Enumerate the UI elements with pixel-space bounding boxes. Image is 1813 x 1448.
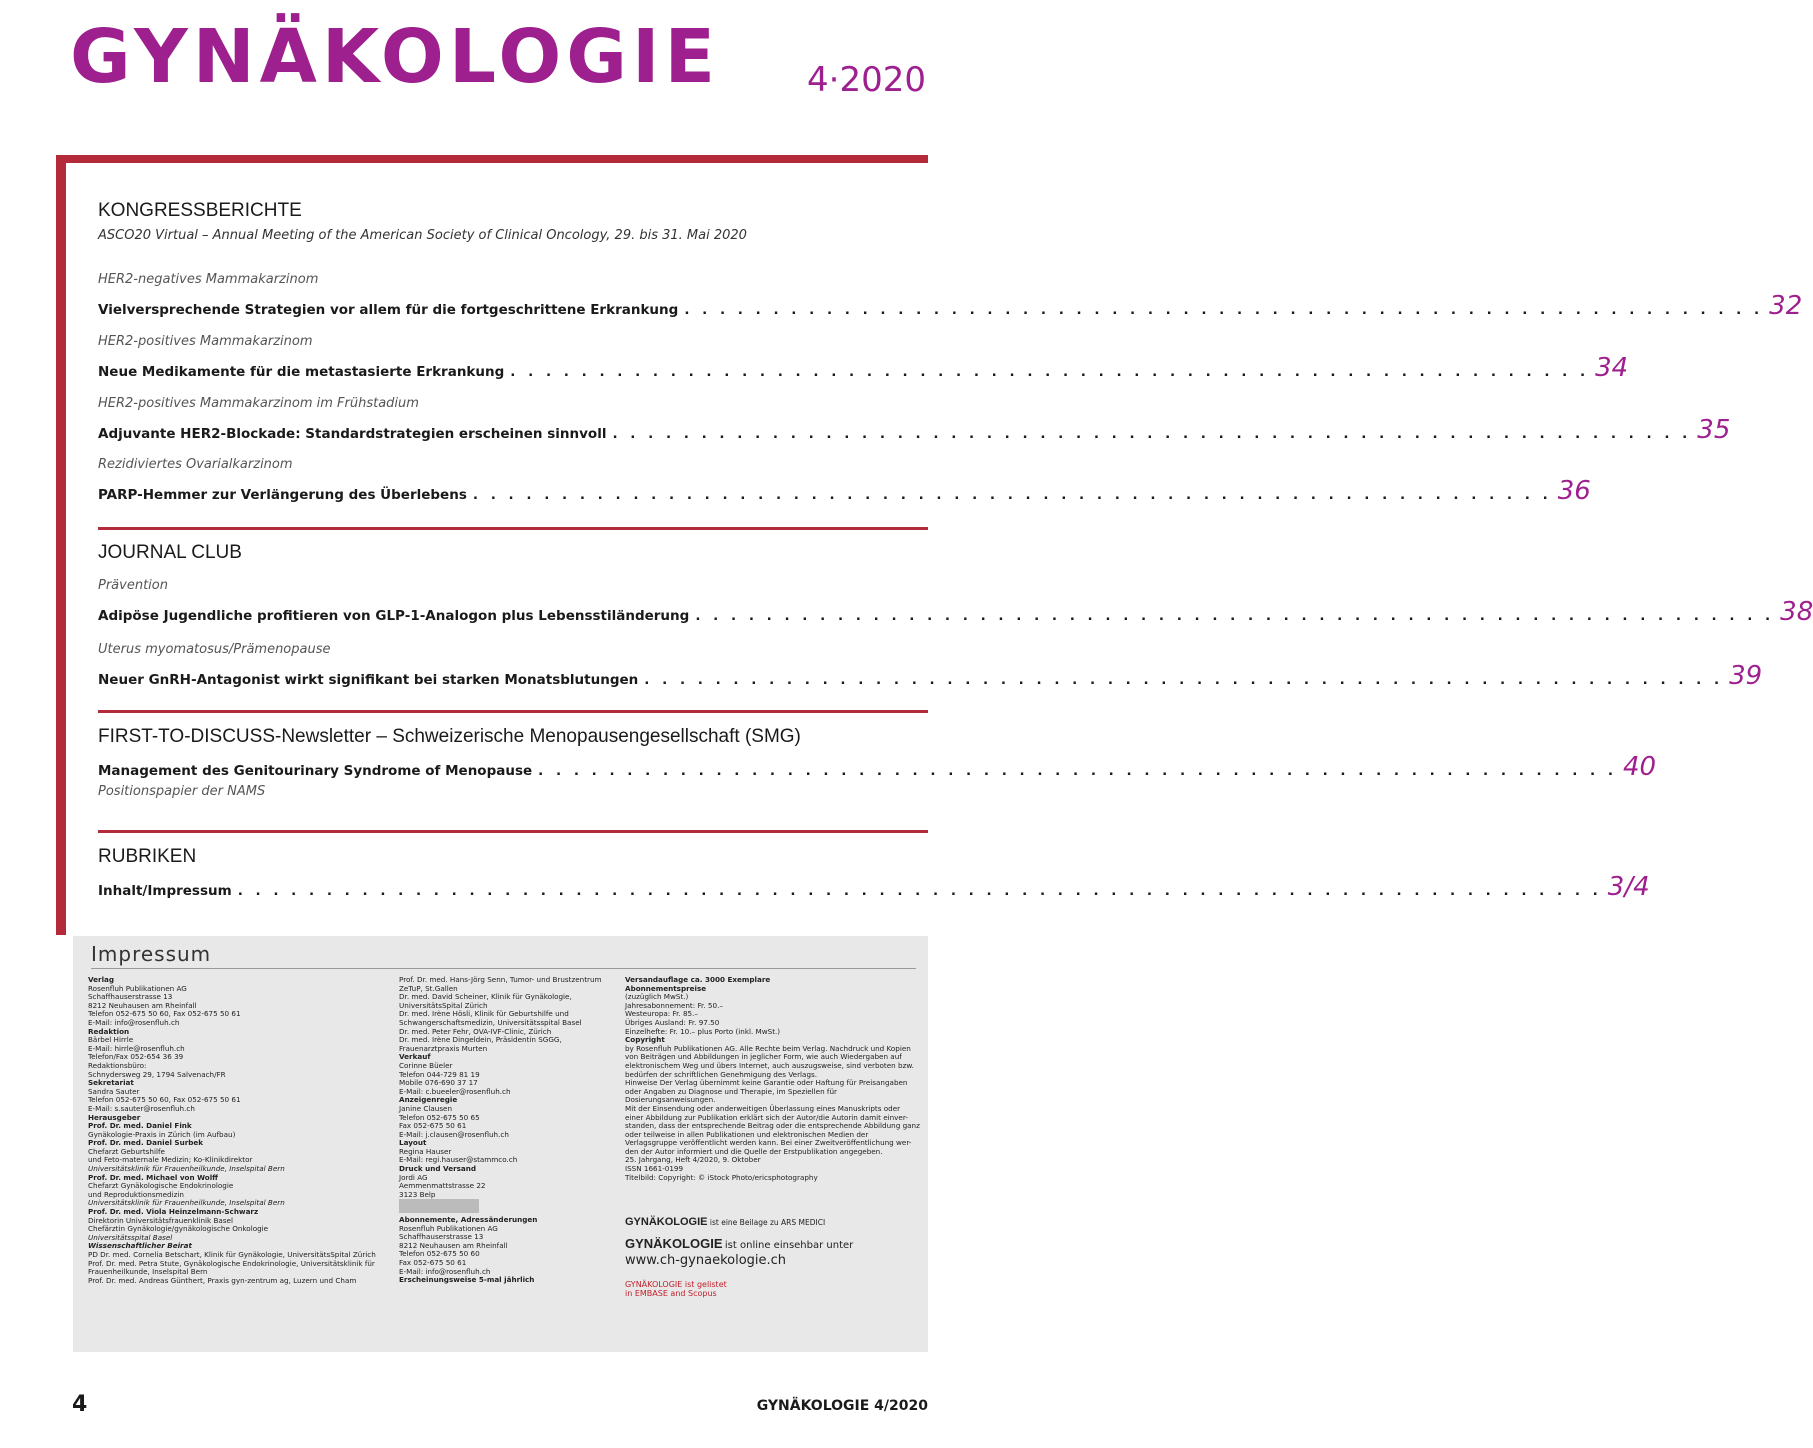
impressum-line: Prof. Dr. med. Michael von Wolff: [88, 1172, 218, 1182]
entry-page: 38: [1780, 597, 1813, 627]
toc-entry[interactable]: [98, 272, 1803, 321]
impressum-line: Rosenfluh Publikationen AG: [88, 983, 187, 993]
impressum-column-1: [88, 976, 388, 1285]
impressum-line: elektronischem Weg und übers Internet, auch auszugsweise, sind verboten bzw.: [625, 1060, 914, 1070]
impressum-line: Prof. Dr. med. Hans-Jörg Senn, Tumor- und Brustzentrum: [399, 975, 602, 984]
entry-kicker: HER2-positives Mammakarzinom im Frühstadium: [98, 396, 419, 411]
impressum-line: Erscheinungsweise 5-mal jährlich: [399, 1275, 535, 1285]
impressum-line: E-Mail: info@rosenfluh.ch: [399, 1266, 491, 1276]
impressum-line: Janine Clausen: [399, 1103, 453, 1113]
impressum-line: Jahresabonnement: Fr. 50.–: [625, 1000, 723, 1010]
leader-dots: . . . . . . . . . . . . . . . . . . . . . . . . . . . . . . . . . . . . . . . . . . . . . . . . . . . . . . . . . . . . .: [695, 608, 1775, 624]
entry-title: PARP-Hemmer zur Verlängerung des Überlebens: [98, 487, 467, 503]
impressum-line: Verlag: [88, 975, 115, 984]
impressum-line: Dr. med. Peter Fehr, OVA-IVF-Clinic, Zürich: [399, 1026, 552, 1036]
entry-title: Adjuvante HER2-Blockade: Standardstrategien erscheinen sinnvoll: [98, 426, 607, 442]
leader-dots: . . . . . . . . . . . . . . . . . . . . . . . . . . . . . . . . . . . . . . . . . . . . . . . . . . . . . . . . . . . . . . . . . . . . . . . . . . . . .: [237, 883, 1602, 899]
impressum-line: Titelbild: Copyright: © iStock Photo/ericsphotography: [625, 1172, 818, 1182]
section-subtitle: ASCO20 Virtual – Annual Meeting of the American Society of Clinical Oncology, 29. bis 31. Mai 2020: [98, 228, 747, 243]
logo-word: GYNÄKOLOGIE: [625, 1216, 708, 1228]
section-title: KONGRESSBERICHTE: [98, 200, 302, 221]
entry-kicker: HER2-positives Mammakarzinom: [98, 334, 313, 349]
impressum-line: Prof. Dr. med. Daniel Surbek: [88, 1138, 204, 1148]
impressum-line: Aemmenmattstrasse 22: [399, 1181, 486, 1191]
impressum-title: Impressum: [91, 942, 212, 966]
entry-title: Neue Medikamente für die metastasierte Erkrankung: [98, 364, 505, 380]
impressum-line: Universitätsklinik für Frauenheilkunde, Inselspital Bern: [88, 1164, 285, 1174]
masthead-title: GYNÄKOLOGIE: [70, 14, 721, 100]
section-divider: [98, 527, 928, 530]
toc-entry[interactable]: [98, 578, 1813, 627]
entry-title: Adipöse Jugendliche profitieren von GLP-1-Analogon plus Lebensstiländerung: [98, 608, 690, 624]
impressum-line: by Rosenfluh Publikationen AG. Alle Rechte beim Verlag. Nachdruck und Kopien: [625, 1043, 911, 1053]
impressum-line: E-Mail: j.clausen@rosenfluh.ch: [399, 1129, 509, 1139]
impressum-line: Chefärztin Gynäkologie/gynäkologische Onkologie: [88, 1224, 269, 1234]
impressum-line: Mit der Einsendung oder anderweitigen Überlassung eines Manuskripts oder: [625, 1103, 901, 1113]
impressum-line: Prof. Dr. med. Petra Stute, Gynäkologische Endokrinologie, Universitätsklinik für: [88, 1258, 375, 1268]
entry-kicker: HER2-negatives Mammakarzinom: [98, 272, 319, 287]
leader-dots: . . . . . . . . . . . . . . . . . . . . . . . . . . . . . . . . . . . . . . . . . . . . . . . . . . . . . . . . . . . . .: [684, 302, 1764, 318]
toc-entry[interactable]: [98, 457, 1591, 506]
impressum-line: Fax 052-675 50 61: [399, 1121, 467, 1131]
impressum-line: bedürfen der schriftlichen Genehmigung des Verlags.: [625, 1069, 818, 1079]
entry-title: Neuer GnRH-Antagonist wirkt signifikant bei starken Monatsblutungen: [98, 672, 639, 688]
running-footer: GYNÄKOLOGIE 4/2020: [756, 1398, 928, 1414]
impressum-line: [399, 1199, 619, 1216]
impressum-line: den der Autor informiert und die Quelle der Erstpublikation angegeben.: [625, 1146, 883, 1156]
impressum-line: Einzelhefte: Fr. 10.– plus Porto (inkl. MwSt.): [625, 1026, 781, 1036]
toc-entry[interactable]: [98, 868, 1650, 902]
impressum-line: Abonnemente, Adressänderungen: [399, 1215, 538, 1225]
online-text: ist online einsehbar unter: [724, 1240, 854, 1251]
entry-page: 34: [1595, 353, 1629, 383]
impressum-line: Verkauf: [399, 1052, 431, 1062]
impressum-box: [73, 936, 928, 1352]
impressum-line: Dr. med. Irène Hösli, Klinik für Geburtshilfe und: [399, 1009, 569, 1019]
section-title: JOURNAL CLUB: [98, 542, 242, 563]
impressum-line: Gynäkologie-Praxis in Zürich (im Aufbau): [88, 1129, 236, 1139]
impressum-line: UniversitätsSpital Zürich: [399, 1000, 488, 1010]
entry-kicker: Prävention: [98, 578, 168, 593]
impressum-line: und Feto-maternale Medizin; Ko-Klinikdirektor: [88, 1155, 253, 1165]
section-journal-club: [98, 542, 928, 564]
leader-dots: . . . . . . . . . . . . . . . . . . . . . . . . . . . . . . . . . . . . . . . . . . . . . . . . . . . . . . . . . . . . .: [538, 763, 1617, 779]
impressum-line: Redaktion: [88, 1026, 130, 1036]
impressum-line: Dr. med. Irène Dingeldein, Präsidentin SGGG,: [399, 1035, 562, 1045]
toc-entry[interactable]: [98, 334, 1629, 383]
impressum-column-2: [399, 976, 619, 1285]
impressum-line: standen, dass der entsprechende Beitrag oder die entsprechende Abbildung ganz: [625, 1121, 920, 1131]
entry-page: 39: [1729, 661, 1763, 691]
impressum-line: E-Mail: c.bueeler@rosenfluh.ch: [399, 1086, 511, 1096]
impressum-line: Corinne Büeler: [399, 1060, 453, 1070]
section-title: RUBRIKEN: [98, 846, 197, 867]
impressum-line: Redaktionsbüro:: [88, 1060, 147, 1070]
entry-kicker: Uterus myomatosus/Prämenopause: [98, 642, 331, 657]
section-title: FIRST-TO-DISCUSS-Newsletter – Schweizerische Menopausengesellschaft (SMG): [98, 726, 801, 747]
printer-logo: [399, 1199, 479, 1213]
impressum-line: Telefon 044-729 81 19: [399, 1069, 480, 1079]
entry-page: 35: [1697, 415, 1731, 445]
beilage-text: ist eine Beilage zu ARS MEDICI: [709, 1218, 826, 1227]
impressum-line: Regina Hauser: [399, 1146, 452, 1156]
impressum-line: 8212 Neuhausen am Rheinfall: [88, 1000, 197, 1010]
section-rubriken: [98, 846, 928, 868]
impressum-line: Telefon/Fax 052-654 36 39: [88, 1052, 184, 1062]
section-divider: [98, 710, 928, 713]
toc-entry[interactable]: [98, 396, 1731, 445]
impressum-line: Frauenarztpraxis Murten: [399, 1043, 488, 1053]
impressum-line: Druck und Versand: [399, 1164, 477, 1174]
section-first-to-discuss: [98, 726, 928, 748]
impressum-line: ZeTuP, St.Gallen: [399, 983, 458, 993]
impressum-line: Universitätsklinik für Frauenheilkunde, Inselspital Bern: [88, 1198, 285, 1208]
impressum-line: 3123 Belp: [399, 1189, 436, 1199]
impressum-line: E-Mail: s.sauter@rosenfluh.ch: [88, 1103, 195, 1113]
entry-title: Management des Genitourinary Syndrome of Menopause: [98, 763, 533, 779]
impressum-line: Frauenheilkunde, Inselspital Bern: [88, 1267, 208, 1277]
section-kongressberichte: [98, 200, 928, 243]
entry-page: 32: [1769, 291, 1803, 321]
impressum-line: Prof. Dr. med. Viola Heinzelmann-Schwarz: [88, 1207, 259, 1217]
impressum-line: Mobile 076-690 37 17: [399, 1078, 478, 1088]
impressum-line: ISSN 1661-0199: [625, 1164, 684, 1174]
impressum-divider: [91, 968, 916, 969]
impressum-line: oder teilweise in allen Publikationen und elektronischen Medien der: [625, 1129, 869, 1139]
impressum-line: E-Mail: regi.hauser@stammco.ch: [399, 1155, 518, 1165]
impressum-line: Schaffhauserstrasse 13: [399, 1232, 484, 1242]
entry-page: 3/4: [1607, 872, 1650, 902]
impressum-line: Telefon 052-675 50 65: [399, 1112, 480, 1122]
impressum-line: 25. Jahrgang, Heft 4/2020, 9. Oktober: [625, 1155, 761, 1165]
logo-word: GYNÄKOLOGIE: [625, 1236, 723, 1251]
impressum-line: Sandra Sauter: [88, 1086, 140, 1096]
entry-title: Inhalt/Impressum: [98, 883, 232, 899]
entry-page: 36: [1557, 476, 1591, 506]
toc-top-bar: [56, 155, 928, 163]
impressum-line: Schaffhauserstrasse 13: [88, 992, 173, 1002]
impressum-line: Rosenfluh Publikationen AG: [399, 1223, 498, 1233]
impressum-line: Schwangerschaftsmedizin, Universitätsspital Basel: [399, 1017, 582, 1027]
impressum-line: Abonnementspreise: [625, 983, 707, 993]
entry-kicker: Rezidiviertes Ovarialkarzinom: [98, 457, 293, 472]
issue-number: 4·2020: [807, 60, 926, 100]
toc-entry[interactable]: [98, 752, 1657, 799]
impressum-line: Westeuropa: Fr. 85.–: [625, 1009, 699, 1019]
impressum-line: Sekretariat: [88, 1078, 134, 1088]
impressum-line: Versandauflage ca. 3000 Exemplare: [625, 975, 771, 984]
impressum-line: Dr. med. David Scheiner, Klinik für Gynäkologie,: [399, 992, 572, 1002]
section-divider: [98, 830, 928, 833]
impressum-line: Universitätsspital Basel: [88, 1232, 173, 1242]
impressum-line: oder Angaben zu Diagnose und Therapie, im Speziellen für Dosierungsanweisungen.: [625, 1086, 837, 1105]
impressum-line: Telefon 052-675 50 60, Fax 052-675 50 61: [88, 1009, 241, 1019]
impressum-line: (zuzüglich MwSt.): [625, 992, 689, 1002]
impressum-line: Fax 052-675 50 61: [399, 1258, 467, 1267]
impressum-line: PD Dr. med. Cornelia Betschart, Klinik für Gynäkologie, UniversitätsSpital Zürich: [88, 1250, 376, 1259]
impressum-line: Layout: [399, 1138, 427, 1148]
toc-left-bar: [56, 155, 66, 935]
impressum-line: Chefarzt Geburtshilfe: [88, 1146, 165, 1156]
entry-page: 40: [1623, 752, 1657, 782]
impressum-line: Telefon 052-675 50 60, Fax 052-675 50 61: [88, 1095, 241, 1105]
impressum-line: Telefon 052-675 50 60: [399, 1249, 480, 1259]
entry-note: Positionspapier der NAMS: [98, 784, 266, 799]
impressum-line: Wissenschaftlicher Beirat: [88, 1241, 192, 1251]
impressum-line: einer Abbildung zur Publikation erklärt sich der Autor/die Autorin damit einver-: [625, 1112, 908, 1122]
impressum-line: Verlagsgruppe veröffentlicht werden kann. Bei einer Zweitveröffentlichung wer-: [625, 1138, 912, 1148]
impressum-line: Übriges Ausland: Fr. 97.50: [625, 1017, 720, 1027]
impressum-line: Hinweise Der Verlag übernimmt keine Garantie oder Haftung für Preisangaben: [625, 1078, 908, 1088]
page-number: 4: [72, 1392, 88, 1417]
impressum-line: Jordi AG: [399, 1172, 428, 1182]
listed-text-1: GYNÄKOLOGIE ist gelistet: [625, 1280, 727, 1289]
impressum-line: Chefarzt Gynäkologische Endokrinologie: [88, 1181, 234, 1191]
impressum-line: Herausgeber: [88, 1112, 141, 1122]
impressum-line: Prof. Dr. med. Andreas Günthert, Praxis gyn-zentrum ag, Luzern und Cham: [88, 1275, 357, 1285]
impressum-line: Schnydersweg 29, 1794 Salvenach/FR: [88, 1069, 226, 1079]
impressum-column-3: [625, 976, 925, 1182]
leader-dots: . . . . . . . . . . . . . . . . . . . . . . . . . . . . . . . . . . . . . . . . . . . . . . . . . . . . . . . . . . . . .: [612, 426, 1692, 442]
leader-dots: . . . . . . . . . . . . . . . . . . . . . . . . . . . . . . . . . . . . . . . . . . . . . . . . . . . . . . . . . . . . .: [472, 487, 1552, 503]
website-link[interactable]: www.ch-gynaekologie.ch: [625, 1253, 787, 1268]
leader-dots: . . . . . . . . . . . . . . . . . . . . . . . . . . . . . . . . . . . . . . . . . . . . . . . . . . . . . . . . . . . . .: [644, 672, 1724, 688]
impressum-line: von Beiträgen und Abbildungen in jeglicher Form, wie auch Wiedergaben auf: [625, 1052, 902, 1062]
listed-text-2: in EMBASE and Scopus: [625, 1289, 717, 1298]
impressum-line: 8212 Neuhausen am Rheinfall: [399, 1240, 508, 1250]
toc-entry[interactable]: [98, 642, 1763, 691]
impressum-line: Bärbel Hirrle: [88, 1035, 134, 1045]
impressum-line: und Reproduktionsmedizin: [88, 1189, 184, 1199]
impressum-line: E-Mail: info@rosenfluh.ch: [88, 1017, 180, 1027]
impressum-line: Direktorin Universitätsfrauenklinik Basel: [88, 1215, 233, 1225]
impressum-line: Copyright: [625, 1035, 665, 1045]
impressum-line: Anzeigenregie: [399, 1095, 458, 1105]
leader-dots: . . . . . . . . . . . . . . . . . . . . . . . . . . . . . . . . . . . . . . . . . . . . . . . . . . . . . . . . . . . . .: [510, 364, 1590, 380]
impressum-line: E-Mail: hirrle@rosenfluh.ch: [88, 1043, 185, 1053]
impressum-line: Prof. Dr. med. Daniel Fink: [88, 1121, 192, 1131]
entry-title: Vielversprechende Strategien vor allem für die fortgeschrittene Erkrankung: [98, 302, 679, 318]
